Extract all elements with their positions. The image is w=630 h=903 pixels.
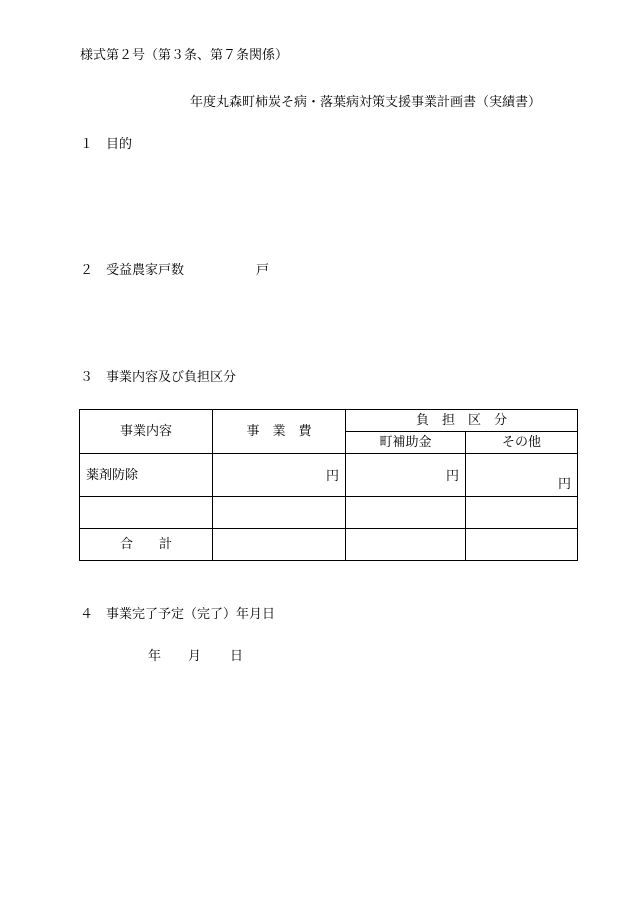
row-town-subsidy-cell: 円 (346, 454, 466, 497)
row-other-cell (466, 497, 578, 529)
total-label-cell: 合 計 (80, 529, 213, 561)
table-header-row (80, 410, 578, 432)
header-content: 事業内容 (80, 410, 213, 454)
table-row (80, 454, 578, 497)
row-other-cell: 円 (466, 454, 578, 497)
table-total-row (80, 529, 578, 561)
header-other: その他 (466, 432, 578, 454)
total-other-cell (466, 529, 578, 561)
section-purpose-heading: １ 目的 (80, 137, 133, 152)
date-year-label: 年 (148, 649, 162, 664)
total-cost-cell (213, 529, 346, 561)
section-completion-date-heading: ４ 事業完了予定（完了）年月日 (80, 607, 276, 622)
form-number: 様式第２号（第３条、第７条関係） (80, 48, 289, 63)
table-row (80, 497, 578, 529)
section-content-burden-heading: ３ 事業内容及び負担区分 (80, 370, 237, 385)
row-cost-cell (213, 497, 346, 529)
row-content-cell: 薬剤防除 (80, 454, 213, 497)
header-cost: 事 業 費 (213, 410, 346, 454)
date-day-label: 日 (230, 649, 244, 664)
burden-allocation-table (79, 409, 578, 561)
date-month-label: 月 (188, 649, 202, 664)
households-unit-label: 戸 (256, 263, 270, 278)
document-title: 年度丸森町柿炭そ病・落葉病対策支援事業計画書（実績書） (190, 95, 542, 110)
row-cost-cell: 円 (213, 454, 346, 497)
header-burden: 負 担 区 分 (346, 410, 578, 432)
header-town-subsidy: 町補助金 (346, 432, 466, 454)
row-content-cell (80, 497, 213, 529)
row-town-subsidy-cell (346, 497, 466, 529)
total-town-subsidy-cell (346, 529, 466, 561)
section-beneficiary-households-heading: ２ 受益農家戸数 (80, 263, 185, 278)
